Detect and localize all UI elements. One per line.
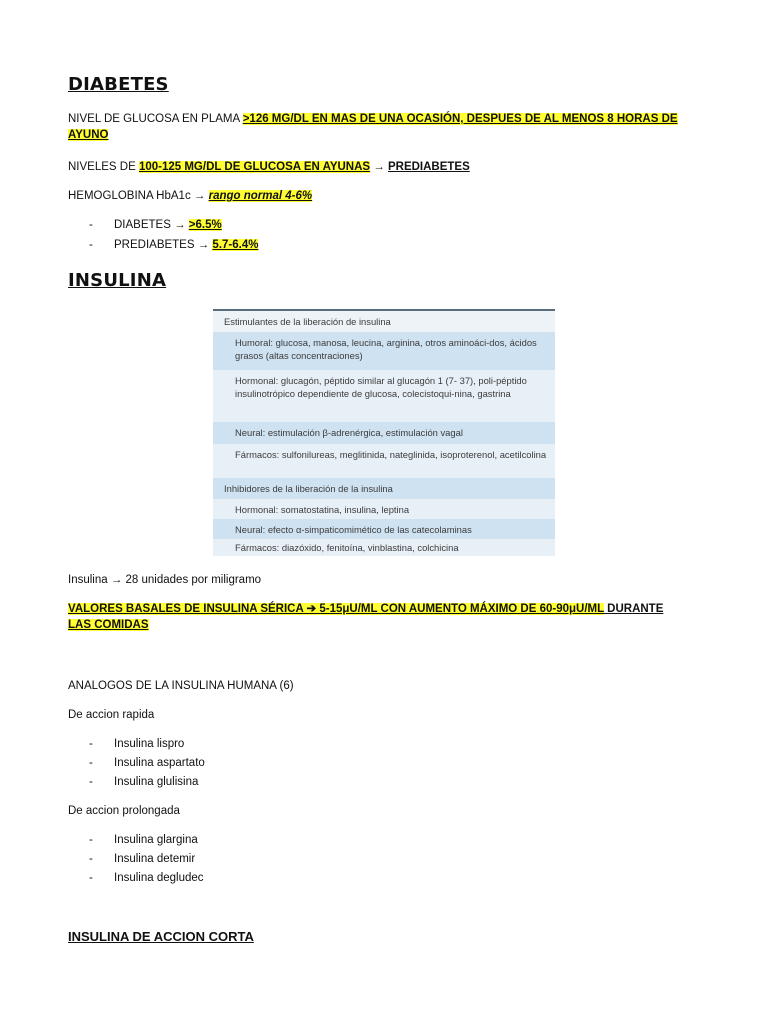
units-line: Insulina → 28 unidades por miligramo xyxy=(68,574,262,586)
hba1c-highlight: rango normal 4-6% xyxy=(208,190,313,202)
list-dash: - xyxy=(89,219,93,231)
list-text: Insulina detemir xyxy=(114,853,196,865)
table-cell: Fármacos: sulfonilureas, meglitinida, nateglinida, isoproterenol, acetilcolina xyxy=(235,449,547,460)
list-dash: - xyxy=(89,757,93,769)
table-row xyxy=(213,332,555,370)
rapida-title: De accion rapida xyxy=(68,709,155,721)
insulina-accion-corta-heading: INSULINA DE ACCION CORTA xyxy=(68,929,254,944)
glucose-level-prefix: NIVEL DE GLUCOSA EN PLAMA xyxy=(68,113,243,125)
prediabetes-arrow: → xyxy=(370,161,388,173)
basal-values-meals: LAS COMIDAS xyxy=(68,619,149,631)
list-label: DIABETES → xyxy=(114,219,189,231)
list-dash: - xyxy=(89,776,93,788)
table-row xyxy=(213,499,555,519)
table-cell: Inhibidores de la liberación de la insulina xyxy=(224,483,393,494)
table-row xyxy=(213,370,555,422)
list-value: 5.7-6.4% xyxy=(212,239,259,251)
table-cell: Hormonal: somatostatina, insulina, leptina xyxy=(235,504,410,515)
insulina-heading: INSULINA xyxy=(68,270,167,291)
table-row xyxy=(213,519,555,539)
table-row xyxy=(213,444,555,478)
basal-values-highlight: VALORES BASALES DE INSULINA SÉRICA ➔ 5-15μU/ML CON AUMENTO MÁXIMO DE 60-90μU/ML xyxy=(68,603,604,615)
prediabetes-prefix: NIVELES DE xyxy=(68,161,139,173)
table-row xyxy=(213,422,555,444)
list-label: PREDIABETES → xyxy=(114,239,213,251)
list-text: Insulina lispro xyxy=(114,738,185,750)
list-dash: - xyxy=(89,239,93,251)
glucose-level-line xyxy=(68,111,698,143)
list-dash: - xyxy=(89,872,93,884)
prediabetes-line xyxy=(68,159,470,175)
table-row xyxy=(213,478,555,499)
list-text: Insulina aspartato xyxy=(114,757,205,769)
list-text: Insulina glargina xyxy=(114,834,198,846)
list-text: Insulina degludec xyxy=(114,872,204,884)
table-cell: Estimulantes de la liberación de insulina xyxy=(224,316,391,327)
list-value: >6.5% xyxy=(188,219,222,231)
analogos-title: ANALOGOS DE LA INSULINA HUMANA (6) xyxy=(68,680,294,692)
glucose-level-highlight-cont: AYUNO xyxy=(68,129,109,141)
table-cell: Fármacos: diazóxido, fenitoína, vinblastina, colchicina xyxy=(235,542,459,553)
list-dash: - xyxy=(89,834,93,846)
table-cell: Neural: efecto α-simpaticomimético de las catecolaminas xyxy=(235,524,472,535)
table-row xyxy=(213,311,555,332)
hba1c-line xyxy=(68,188,312,204)
list-dash: - xyxy=(89,738,93,750)
prediabetes-result: PREDIABETES xyxy=(387,161,470,173)
diabetes-heading: DIABETES xyxy=(68,74,169,95)
prolongada-title: De accion prolongada xyxy=(68,805,180,817)
basal-values-during: DURANTE xyxy=(603,603,664,615)
table-row xyxy=(213,539,555,556)
basal-values-line xyxy=(68,601,708,633)
glucose-level-highlight: >126 MG/DL EN MAS DE UNA OCASIÓN, DESPUES DE AL MENOS 8 HORAS DE xyxy=(242,113,678,125)
hba1c-prefix: HEMOGLOBINA HbA1c → xyxy=(68,190,209,202)
table-cell: Hormonal: glucagón, péptido similar al glucagón 1 (7- 37), poli-péptido insulinotrópico dependiente de glucosa, colecistoqui-nina, gastrina xyxy=(235,375,527,399)
table-cell: Neural: estimulación β-adrenérgica, estimulación vagal xyxy=(235,427,463,438)
insulin-release-table xyxy=(213,309,555,556)
list-text: Insulina glulisina xyxy=(114,776,199,788)
table-cell: Humoral: glucosa, manosa, leucina, arginina, otros aminoáci-dos, ácidos grasos (altas concentraciones) xyxy=(235,337,537,361)
list-dash: - xyxy=(89,853,93,865)
prediabetes-highlight: 100-125 MG/DL DE GLUCOSA EN AYUNAS xyxy=(138,161,371,173)
